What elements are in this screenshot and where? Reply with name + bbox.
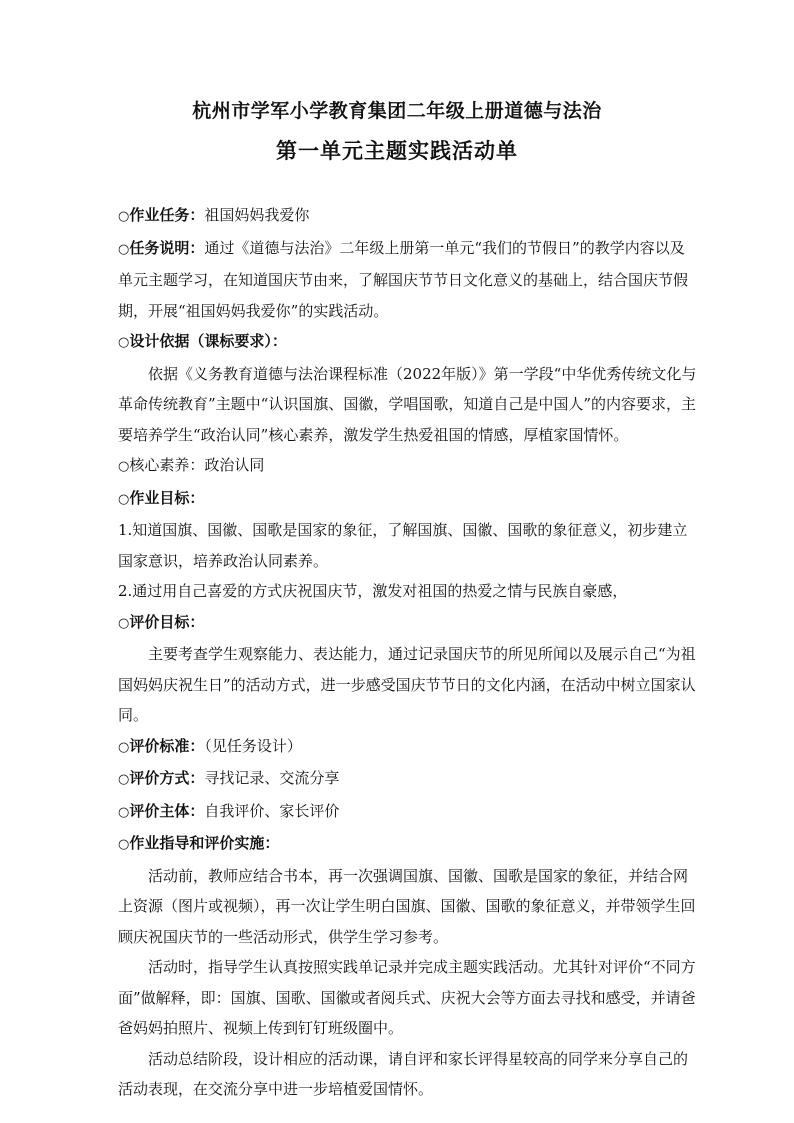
description-text: 通过《道德与法治》二年级上册第一单元“我们的节假日”的教学内容以及单元主题学习，在知道国庆节由来，了解国庆节节日文化意义的基础上，结合国庆节假期，开展“祖国妈妈我爱你”的实践活动。: [118, 238, 689, 320]
task-line: [118, 200, 698, 233]
task-label: 作业任务：: [129, 206, 205, 224]
circle-bullet-icon: ○: [118, 772, 130, 787]
task-value: 祖国妈妈我爱你: [204, 206, 310, 224]
circle-bullet-icon: ○: [118, 459, 130, 474]
eval-goal-heading: [118, 607, 698, 640]
guide-paragraph-2: 活动时，指导学生认真按照实践单记录并完成主题实践活动。尤其针对评价“不同方面”做解释，即：国旗、国歌、国徽或者阅兵式、庆祝大会等方面去寻找和感受，并请爸爸妈妈拍照片、视频上传到钉钉班级圈中。: [118, 958, 696, 1037]
circle-bullet-icon: ○: [118, 335, 130, 350]
goal-heading: [118, 483, 698, 516]
circle-bullet-icon: ○: [118, 209, 130, 224]
description-label: 任务说明：: [129, 238, 205, 257]
guide-heading: [118, 828, 698, 861]
description-paragraph: [118, 233, 698, 327]
goal-item-1: 1.知道国旗、国徽、国歌是国家的象征，了解国旗、国徽、国歌的象征意义，初步建立国家意识，培养政治认同素养。: [118, 521, 688, 570]
literacy-line: [118, 450, 698, 483]
eval-method-line: [118, 763, 698, 796]
eval-subject-line: [118, 796, 698, 829]
eval-subject-value: 自我评价、家长评价: [204, 801, 340, 820]
document-body: [118, 200, 698, 1105]
document-title: 杭州市学军小学教育集团二年级上册道德与法治: [192, 100, 602, 122]
basis-heading: [118, 326, 698, 359]
literacy-value: 政治认同: [204, 456, 265, 474]
eval-method-value: 寻找记录、交流分享: [204, 769, 340, 787]
eval-standard-label: 评价标准：: [129, 736, 205, 755]
circle-bullet-icon: ○: [118, 241, 130, 257]
literacy-label: 核心素养：: [129, 456, 205, 474]
circle-bullet-icon: ○: [118, 837, 130, 852]
circle-bullet-icon: ○: [118, 739, 130, 755]
document-subtitle: 第一单元主题实践活动单: [276, 139, 518, 163]
eval-goal-paragraph: 主要考查学生观察能力、表达能力，通过记录国庆节的所见所闻以及展示自己“为祖国妈妈庆祝生日”的活动方式，进一步感受国庆节节日的文化内涵，在活动中树立国家认同。: [118, 645, 696, 724]
guide-paragraph-1: 活动前，教师应结合书本，再一次强调国旗、国徽、国歌是国家的象征，并结合网上资源（图片或视频），再一次让学生明白国旗、国徽、国歌的象征意义，并带领学生回顾庆祝国庆节的一些活动形式，供学生学习参考。: [118, 866, 696, 946]
eval-standard-value: （见任务设计）: [204, 736, 302, 755]
eval-goal-label: 评价目标：: [129, 612, 205, 631]
goal-item-2: 2.通过用自己喜爱的方式庆祝国庆节，激发对祖国的热爱之情与民族自豪感，: [118, 582, 628, 600]
guide-paragraph-3: 活动总结阶段，设计相应的活动课，请自评和家长评得星较高的同学来分享自己的活动表现，在交流分享中进一步培植爱国情怀。: [118, 1049, 689, 1098]
circle-bullet-icon: ○: [118, 804, 130, 820]
goal-label: 作业目标：: [129, 488, 205, 507]
basis-paragraph: 依据《义务教育道德与法治课程标准（2022年版）》第一学段“中华优秀传统文化与革命传统教育”主题中“认识国旗、国徽，学唱国歌，知道自己是中国人”的内容要求，主要培养学生“政治认同”核心素养，激发学生热爱祖国的情感，厚植家国情怀。: [118, 364, 697, 444]
eval-method-label: 评价方式：: [129, 769, 205, 787]
guide-label: 作业指导和评价实施：: [129, 834, 280, 852]
basis-label: 设计依据（课标要求）：: [129, 332, 287, 350]
circle-bullet-icon: ○: [118, 491, 130, 507]
eval-standard-line: [118, 731, 698, 764]
circle-bullet-icon: ○: [118, 615, 130, 631]
eval-subject-label: 评价主体：: [129, 801, 205, 820]
